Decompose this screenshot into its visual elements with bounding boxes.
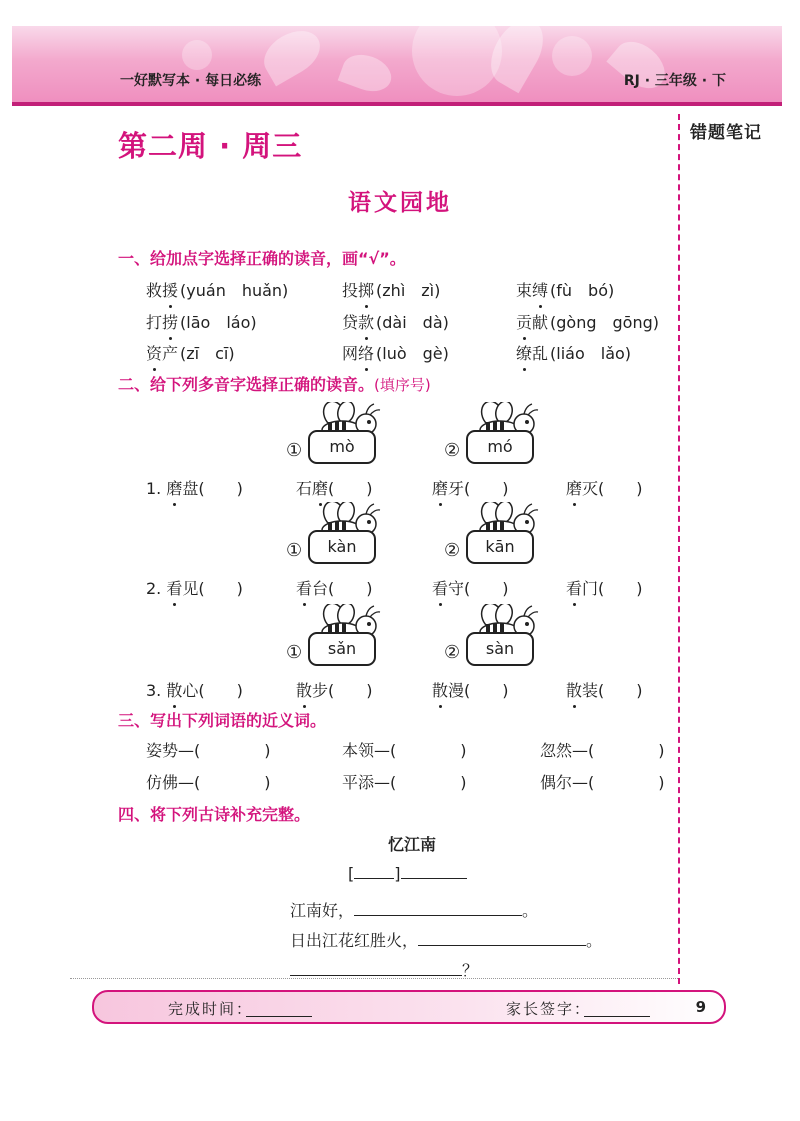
question-2-title: [118, 372, 431, 395]
word-char: 救: [146, 281, 163, 300]
decor-circle: [552, 36, 592, 76]
pinyin-options[interactable]: (fù bó): [550, 281, 615, 300]
word-char: 步: [312, 681, 329, 700]
dotted-char: 散: [432, 678, 448, 701]
dotted-char: 磨: [166, 476, 182, 499]
polyphone-word: [566, 678, 643, 701]
word-char: 台: [312, 579, 329, 598]
dotted-char: 磨: [432, 476, 448, 499]
answer-blank[interactable]: ( ): [598, 579, 643, 598]
question-2-hint: (填序号): [374, 376, 431, 394]
word-char: 束: [516, 281, 533, 300]
answer-blank[interactable]: ( ): [328, 479, 373, 498]
word-char: 牙: [448, 479, 465, 498]
word-char: 门: [582, 579, 599, 598]
header-left-title: 一好默写本 · 每日必练: [120, 73, 262, 89]
pinyin-box: mó: [466, 430, 534, 464]
pinyin-choice-item: [516, 278, 614, 301]
bee-pinyin-card: [444, 402, 668, 468]
section-title: 语文园地: [348, 190, 452, 216]
parent-signature-blank[interactable]: [584, 1000, 650, 1017]
poem-line-1-end: 。: [522, 901, 539, 920]
completion-time-label: 完成时间：: [168, 1000, 254, 1018]
synonym-item[interactable]: 平添—( ): [342, 773, 467, 792]
answer-blank[interactable]: ( ): [598, 479, 643, 498]
poem-line-2: [290, 928, 602, 951]
option-number: ②: [444, 540, 461, 561]
polyphone-word: [296, 678, 373, 701]
dotted-char: 款: [358, 310, 374, 333]
poem-line-1-text: 江南好，: [290, 901, 355, 920]
pinyin-options[interactable]: (dài dà): [376, 313, 449, 332]
poem-line-2-end: 。: [586, 931, 603, 950]
pinyin-choice-item: [516, 341, 631, 364]
synonym-item[interactable]: 姿势—( ): [146, 741, 271, 760]
word-char: 灭: [582, 479, 599, 498]
word-char: 守: [448, 579, 465, 598]
word-char: 产: [162, 344, 179, 363]
polyphone-word: [432, 476, 509, 499]
word-char: 漫: [448, 681, 465, 700]
page-number: 9: [695, 998, 706, 1016]
dotted-char: 看: [432, 576, 448, 599]
poem-line-1: [290, 898, 538, 921]
polyphone-word: [146, 576, 243, 599]
word-char: 投: [342, 281, 359, 300]
dotted-char: 资: [146, 341, 162, 364]
question-2-title-text: 二、给下列多音字选择正确的读音。: [118, 375, 375, 394]
petal-decor: [256, 26, 328, 86]
word-char: 乱: [532, 344, 549, 363]
polyphone-word: [296, 576, 373, 599]
poem-author-line: [348, 862, 467, 883]
pinyin-choice-item: [342, 310, 449, 333]
answer-blank[interactable]: ( ): [464, 579, 509, 598]
polyphone-word: [566, 476, 643, 499]
poem-line-3-end: ？: [462, 961, 479, 980]
completion-time-blank[interactable]: [246, 1000, 312, 1017]
pinyin-choice-item: [516, 310, 659, 333]
option-number: ①: [286, 540, 303, 561]
pinyin-choice-item: [342, 278, 440, 301]
poem-line-2-text: 日出江花红胜火，: [290, 931, 419, 950]
pinyin-choice-item: [146, 341, 235, 364]
header-right-title: RJ · 三年级 · 下: [623, 73, 726, 89]
pinyin-box: mò: [308, 430, 376, 464]
dotted-char: 散: [296, 678, 312, 701]
decor-circle: [182, 40, 212, 70]
polyphone-word: [432, 576, 509, 599]
petal-decor: [338, 48, 397, 97]
header-band: [12, 26, 782, 106]
word-char: 装: [582, 681, 599, 700]
author-blank[interactable]: [354, 862, 394, 879]
polyphone-word: [296, 476, 373, 499]
bee-pinyin-card: [444, 502, 668, 568]
dotted-char: 散: [166, 678, 182, 701]
dotted-char: 贡: [516, 310, 532, 333]
word-char: 心: [182, 681, 199, 700]
dotted-char: 看: [296, 576, 312, 599]
pinyin-options[interactable]: (luò gè): [376, 344, 449, 363]
pinyin-options[interactable]: (lāo láo): [180, 313, 257, 332]
item-number: 2.: [146, 579, 167, 598]
option-number: ①: [286, 642, 303, 663]
pinyin-box: sǎn: [308, 632, 376, 666]
synonym-item[interactable]: 本领—( ): [342, 741, 467, 760]
answer-blank[interactable]: ( ): [198, 681, 243, 700]
option-number: ①: [286, 440, 303, 461]
bee-pinyin-card: [444, 604, 668, 670]
error-notes-title: 错题笔记: [690, 123, 762, 143]
dotted-char: 缭: [516, 341, 532, 364]
dotted-char: 看: [566, 576, 582, 599]
polyphone-word: [146, 678, 243, 701]
option-number: ②: [444, 642, 461, 663]
pinyin-options[interactable]: (liáo lǎo): [550, 344, 632, 363]
dotted-char: 缚: [532, 278, 548, 301]
word-char: 献: [532, 313, 549, 332]
pinyin-choice-item: [342, 341, 449, 364]
poem-line-3: [290, 958, 478, 981]
polyphone-word: [432, 678, 509, 701]
dotted-char: 磨: [312, 476, 328, 499]
decor-circle: [412, 26, 502, 96]
author-bracket-close: ]: [394, 864, 401, 883]
question-4-title: 四、将下列古诗补充完整。: [118, 805, 311, 824]
word-char: 盘: [182, 479, 199, 498]
pinyin-box: sàn: [466, 632, 534, 666]
dotted-char: 散: [566, 678, 582, 701]
dotted-char: 磨: [566, 476, 582, 499]
question-1-title: 一、给加点字选择正确的读音，画“√”。: [118, 249, 406, 268]
pinyin-box: kàn: [308, 530, 376, 564]
answer-blank[interactable]: ( ): [328, 579, 373, 598]
answer-blank[interactable]: ( ): [598, 681, 643, 700]
item-number: 1.: [146, 479, 167, 498]
answer-blank[interactable]: ( ): [464, 681, 509, 700]
polyphone-word: [566, 576, 643, 599]
dotted-char: 络: [358, 341, 374, 364]
polyphone-word: [146, 476, 243, 499]
poem-title: 忆江南: [387, 835, 436, 854]
pinyin-choice-item: [146, 310, 257, 333]
item-number: 3.: [146, 681, 167, 700]
answer-blank[interactable]: ( ): [328, 681, 373, 700]
option-number: ②: [444, 440, 461, 461]
answer-blank[interactable]: ( ): [464, 479, 509, 498]
word-char: 石: [296, 479, 313, 498]
pinyin-choice-item: [146, 278, 288, 301]
question-3-title: 三、写出下列词语的近义词。: [118, 711, 327, 730]
synonym-item[interactable]: 偶尔—( ): [540, 773, 665, 792]
word-char: 打: [146, 313, 163, 332]
dotted-char: 看: [166, 576, 182, 599]
poem-line-1-blank[interactable]: [354, 899, 522, 916]
footer-bar: [92, 990, 726, 1024]
pinyin-options[interactable]: (zhì zì): [376, 281, 441, 300]
day-title: 第二周 · 周三: [118, 129, 303, 163]
synonym-item[interactable]: 仿佛—( ): [146, 773, 271, 792]
answer-blank[interactable]: ( ): [198, 479, 243, 498]
synonym-item[interactable]: 忽然—( ): [540, 741, 665, 760]
pinyin-options[interactable]: (yuán huǎn): [180, 281, 289, 300]
dotted-char: 援: [162, 278, 178, 301]
author-bracket-open: [: [348, 864, 355, 883]
word-char: 见: [182, 579, 199, 598]
pinyin-options[interactable]: (zī cī): [180, 344, 235, 363]
poet-blank[interactable]: [401, 862, 467, 879]
word-char: 贷: [342, 313, 359, 332]
poem-line-3-blank[interactable]: [290, 959, 462, 976]
pinyin-box: kān: [466, 530, 534, 564]
poem-line-2-blank[interactable]: [418, 929, 586, 946]
parent-signature-label: 家长签字：: [506, 1000, 592, 1018]
dotted-char: 捞: [162, 310, 178, 333]
answer-blank[interactable]: ( ): [198, 579, 243, 598]
pinyin-options[interactable]: (gòng gōng): [550, 313, 660, 332]
dotted-char: 掷: [358, 278, 374, 301]
word-char: 网: [342, 344, 359, 363]
